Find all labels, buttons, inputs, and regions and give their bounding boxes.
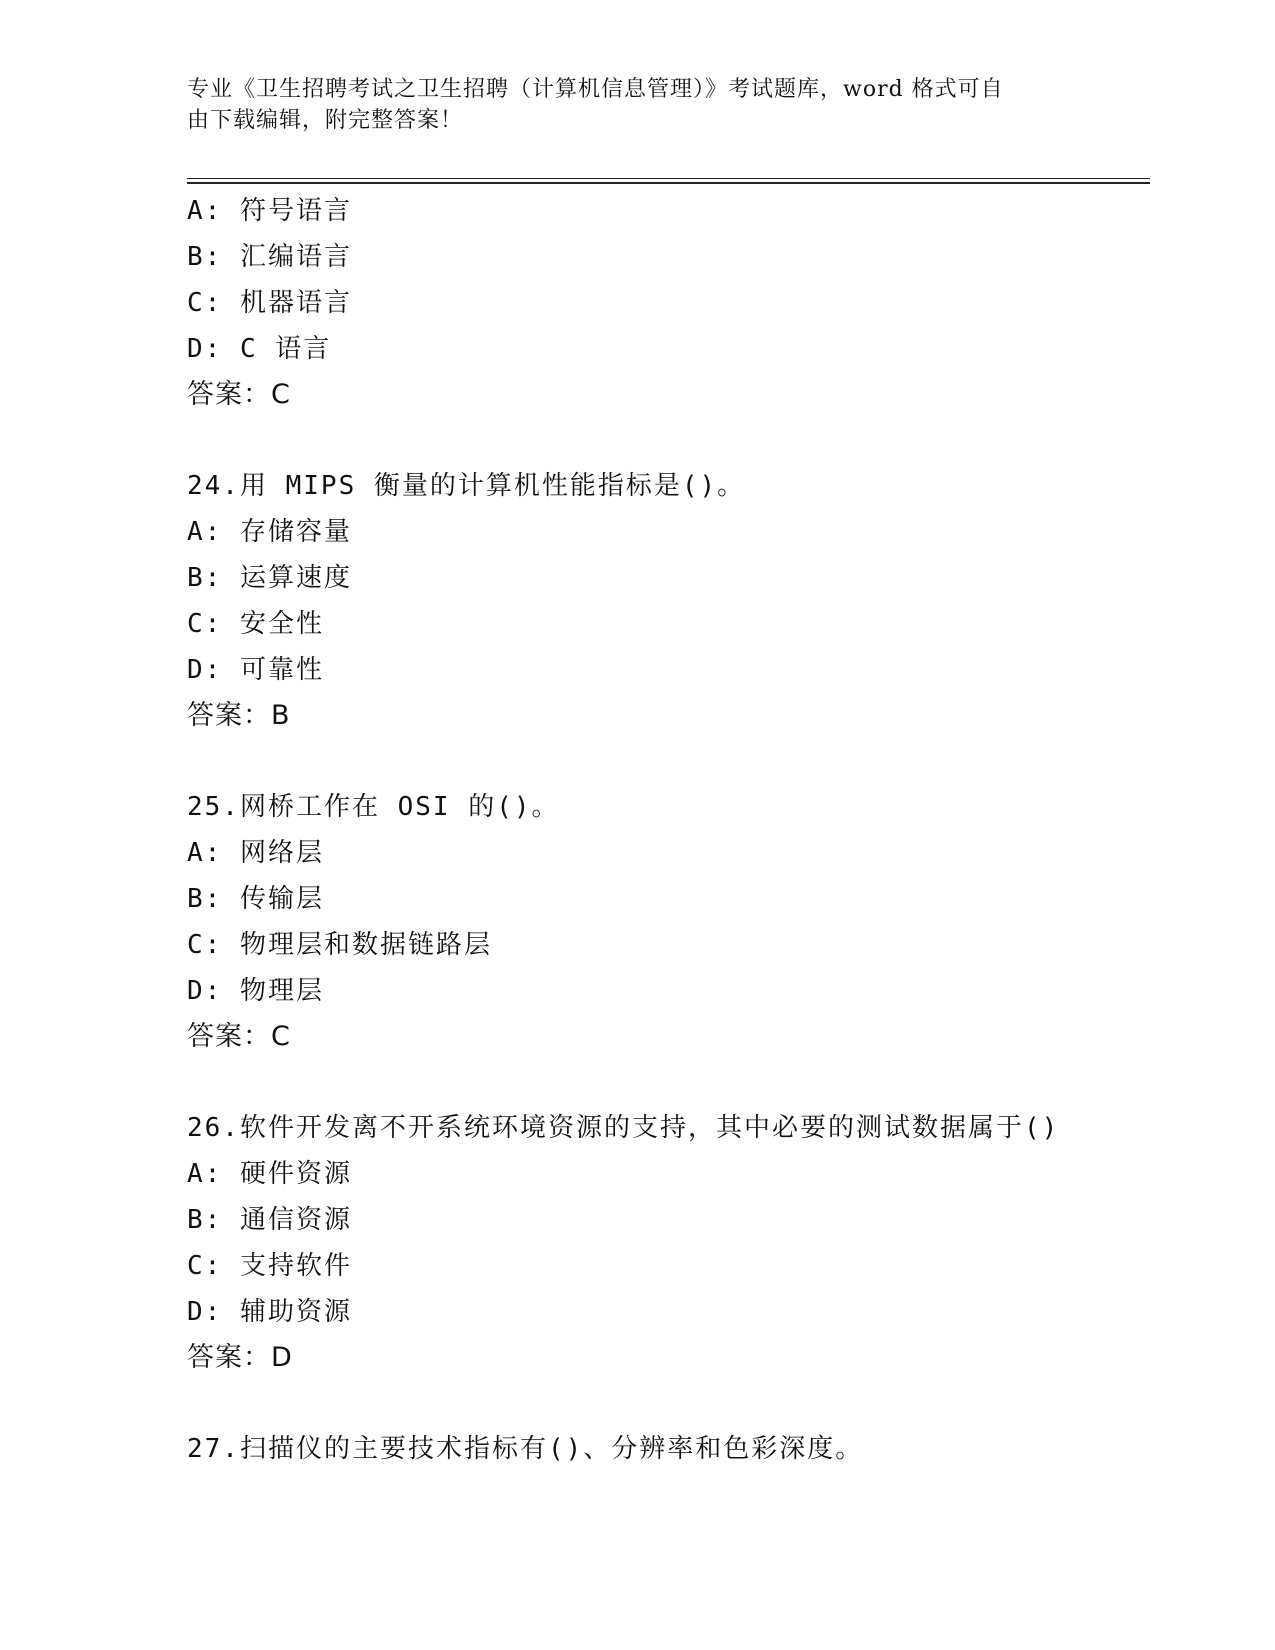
answer: 答案：B	[187, 700, 291, 731]
option-d: D: 可靠性	[187, 655, 324, 685]
option-c: C: 机器语言	[187, 288, 352, 318]
question-27	[187, 1426, 1150, 1472]
option-d: D: 物理层	[187, 976, 324, 1006]
option-b: B: 通信资源	[187, 1205, 352, 1235]
document-header	[187, 74, 1067, 136]
option-c: C: 支持软件	[187, 1251, 352, 1281]
question-stem: 27.扫描仪的主要技术指标有()、分辨率和色彩深度。	[187, 1434, 864, 1464]
question-24	[187, 463, 1150, 739]
option-b: B: 汇编语言	[187, 242, 352, 272]
question-stem: 26.软件开发离不开系统环境资源的支持，其中必要的测试数据属于()	[187, 1113, 1060, 1143]
option-c: C: 安全性	[187, 609, 324, 639]
option-a: A: 存储容量	[187, 517, 352, 547]
option-b: B: 传输层	[187, 884, 324, 914]
answer: 答案：C	[187, 379, 291, 410]
question-list	[187, 188, 1150, 1472]
option-d: D: 辅助资源	[187, 1297, 352, 1327]
question-25	[187, 784, 1150, 1060]
option-a: A: 硬件资源	[187, 1159, 352, 1189]
question-stem: 24.用 MIPS 衡量的计算机性能指标是()。	[187, 471, 746, 501]
header-line-2: 由下载编辑，附完整答案！	[187, 108, 464, 133]
option-c: C: 物理层和数据链路层	[187, 930, 492, 960]
option-a: A: 符号语言	[187, 196, 352, 226]
option-a: A: 网络层	[187, 838, 324, 868]
partial-question	[187, 188, 1150, 418]
answer: 答案：C	[187, 1021, 291, 1052]
option-d: D: C 语言	[187, 334, 332, 364]
option-b: B: 运算速度	[187, 563, 352, 593]
header-divider-bottom	[187, 182, 1150, 184]
answer: 答案：D	[187, 1342, 293, 1373]
header-divider-top	[187, 178, 1150, 179]
header-line-1: 专业《卫生招聘考试之卫生招聘（计算机信息管理）》考试题库，word 格式可自	[187, 77, 1004, 102]
question-stem: 25.网桥工作在 OSI 的()。	[187, 792, 560, 822]
question-26	[187, 1105, 1150, 1381]
